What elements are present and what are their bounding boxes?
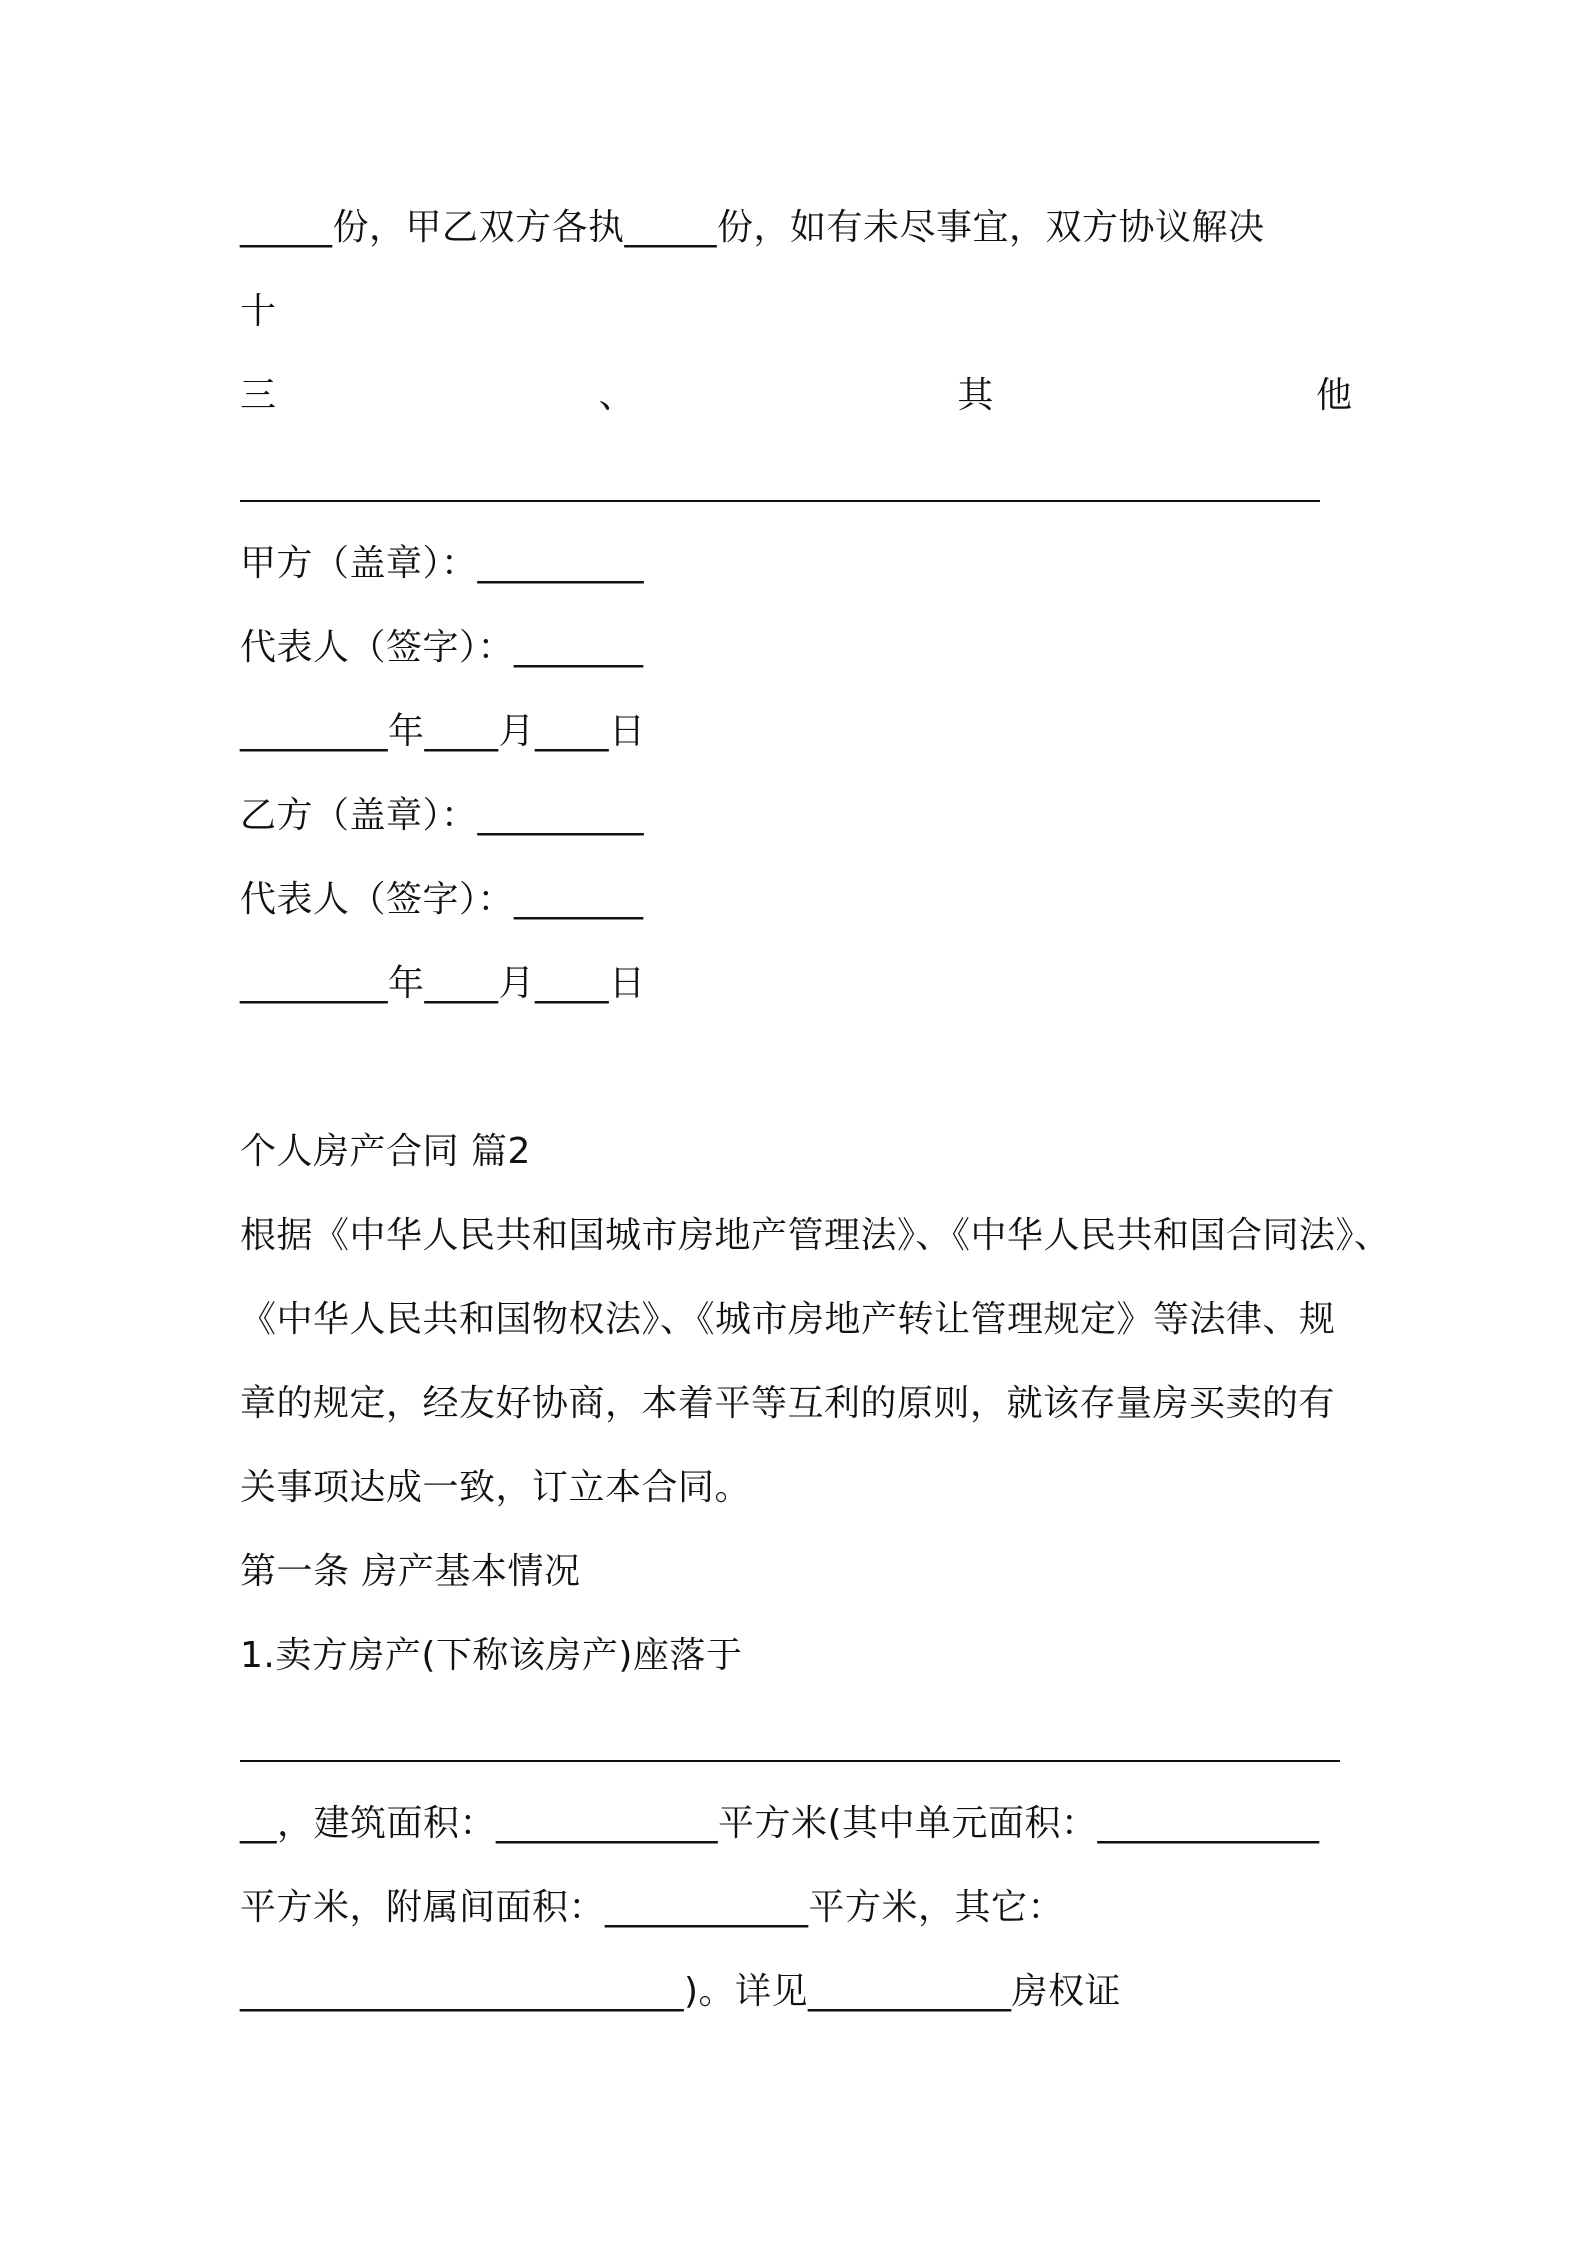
paragraph-line: 根据《中华人民共和国城市房地产管理法》、《中华人民共和国合同法》、 — [240, 1215, 1391, 1256]
paragraph-line: 平方米，附属间面积：___________平方米，其它： — [240, 1887, 1065, 1928]
heading-char: 其 — [957, 375, 994, 416]
text-line: _____份，甲乙双方各执_____份，如有未尽事宜，双方协议解决 — [240, 207, 1265, 248]
heading-char: 、 — [598, 375, 635, 416]
party-a-representative: 代表人（签字）：_______ — [240, 627, 644, 668]
article-heading: 第一条 房产基本情况 — [240, 1551, 581, 1592]
paragraph-line: 关事项达成一致，订立本合同。 — [240, 1467, 752, 1508]
party-a-seal: 甲方（盖章）：_________ — [240, 543, 645, 584]
blank-rule — [240, 500, 1320, 502]
party-a-date: ________年____月____日 — [240, 711, 646, 752]
paragraph-line: __，建筑面积：____________平方米(其中单元面积：____________ — [240, 1803, 1320, 1844]
paragraph-line: ________________________)。详见___________房权证 — [240, 1971, 1122, 2012]
heading-char: 三 — [240, 375, 277, 416]
blank-rule — [240, 1760, 1340, 1762]
paragraph-line: 章的规定，经友好协商，本着平等互利的原则，就该存量房买卖的有 — [240, 1383, 1336, 1424]
section-heading-other — [240, 374, 1352, 418]
paragraph-line: 1.卖方房产(下称该房产)座落于 — [240, 1635, 743, 1676]
paragraph-line: 《中华人民共和国物权法》、《城市房地产转让管理规定》等法律、规 — [240, 1299, 1336, 1340]
heading-char: 他 — [1315, 375, 1352, 416]
party-b-representative: 代表人（签字）：_______ — [240, 879, 644, 920]
section-title: 个人房产合同 篇2 — [240, 1131, 531, 1172]
text-line: 十 — [240, 291, 277, 332]
party-b-date: ________年____月____日 — [240, 963, 646, 1004]
party-b-seal: 乙方（盖章）：_________ — [240, 795, 645, 836]
